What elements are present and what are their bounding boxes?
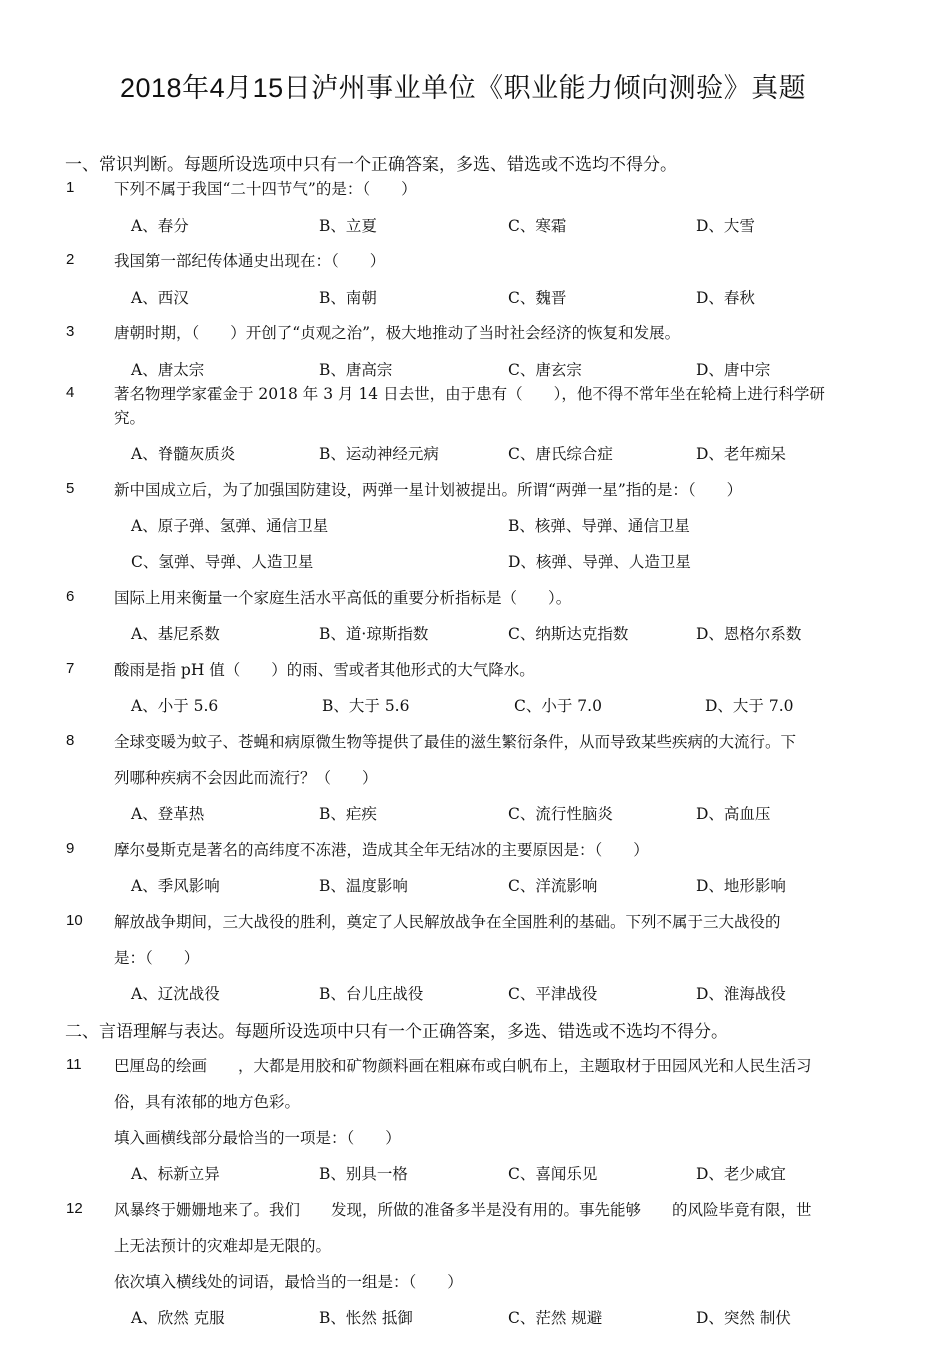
question-text: 巴厘岛的绘画 ，大都是用胶和矿物颜料画在粗麻布或白帆布上，主题取材于田园风光和人民生活习 bbox=[114, 1057, 812, 1075]
option-c: C、寒霜 bbox=[508, 217, 567, 235]
question-number: 12 bbox=[66, 1200, 83, 1217]
option-a: A、辽沈战役 bbox=[131, 985, 220, 1003]
option-b: B、疟疾 bbox=[319, 805, 377, 823]
option-a: A、脊髓灰质炎 bbox=[131, 445, 236, 463]
question-number: 5 bbox=[66, 480, 75, 497]
option-c: C、小于 7.0 bbox=[514, 697, 602, 715]
option-d: D、老年痴呆 bbox=[696, 445, 786, 463]
option-a: A、小于 5.6 bbox=[131, 697, 219, 715]
option-a: A、欣然 克服 bbox=[131, 1309, 225, 1327]
question-number: 2 bbox=[66, 251, 75, 268]
option-b: B、南朝 bbox=[319, 289, 377, 307]
question-number: 9 bbox=[66, 840, 75, 857]
question-text-continued: 俗，具有浓郁的地方色彩。 bbox=[114, 1093, 301, 1111]
question-text: 著名物理学家霍金于 2018 年 3 月 14 日去世，由于患有（ ），他不得不常年坐在轮椅上进行科学研 bbox=[114, 385, 825, 403]
question-text: 解放战争期间，三大战役的胜利，奠定了人民解放战争在全国胜利的基础。下列不属于三大战役的 bbox=[114, 913, 781, 931]
question-text: 唐朝时期，（ ）开创了“贞观之治”，极大地推动了当时社会经济的恢复和发展。 bbox=[114, 324, 681, 342]
question-text: 全球变暖为蚊子、苍蝇和病原微生物等提供了最佳的滋生繁衍条件，从而导致某些疾病的大流行。下 bbox=[114, 733, 797, 751]
option-d: D、淮海战役 bbox=[696, 985, 786, 1003]
option-c: C、茫然 规避 bbox=[508, 1309, 603, 1327]
option-b: B、别具一格 bbox=[319, 1165, 408, 1183]
option-d: D、地形影响 bbox=[696, 877, 786, 895]
question-number: 3 bbox=[66, 323, 75, 340]
option-d: D、恩格尔系数 bbox=[696, 625, 802, 643]
question-text-continued: 究。 bbox=[114, 409, 146, 427]
option-c: C、平津战役 bbox=[508, 985, 598, 1003]
option-b: B、核弹、导弹、通信卫星 bbox=[508, 517, 690, 535]
option-d: D、核弹、导弹、人造卫星 bbox=[508, 553, 691, 571]
question-number: 11 bbox=[66, 1056, 82, 1073]
option-b: B、怅然 抵御 bbox=[319, 1309, 413, 1327]
question-text: 新中国成立后，为了加强国防建设，两弹一星计划被提出。所谓“两弹一星”指的是：（ ） bbox=[114, 481, 743, 499]
option-a: A、季风影响 bbox=[131, 877, 220, 895]
option-b: B、台儿庄战役 bbox=[319, 985, 424, 1003]
option-c: C、洋流影响 bbox=[508, 877, 598, 895]
section-heading: 二、言语理解与表达。每题所设选项中只有一个正确答案，多选、错选或不选均不得分。 bbox=[65, 1022, 728, 1042]
question-prompt: 填入画横线部分最恰当的一项是：（ ） bbox=[114, 1129, 401, 1147]
option-c: C、纳斯达克指数 bbox=[508, 625, 629, 643]
option-a: A、唐太宗 bbox=[131, 361, 205, 379]
question-text-continued: 是：（ ） bbox=[114, 949, 200, 967]
option-d: D、高血压 bbox=[696, 805, 771, 823]
option-c: C、氢弹、导弹、人造卫星 bbox=[131, 553, 314, 571]
option-d: D、老少咸宜 bbox=[696, 1165, 786, 1183]
question-text-continued: 列哪种疾病不会因此而流行？（ ） bbox=[114, 769, 378, 787]
option-c: C、流行性脑炎 bbox=[508, 805, 613, 823]
option-d: D、大雪 bbox=[696, 217, 755, 235]
option-b: B、运动神经元病 bbox=[319, 445, 439, 463]
option-a: A、基尼系数 bbox=[131, 625, 220, 643]
question-number: 10 bbox=[66, 912, 83, 929]
option-a: A、春分 bbox=[131, 217, 189, 235]
question-text: 国际上用来衡量一个家庭生活水平高低的重要分析指标是（ ）。 bbox=[114, 589, 572, 607]
option-c: C、唐玄宗 bbox=[508, 361, 582, 379]
option-c: C、魏晋 bbox=[508, 289, 567, 307]
question-number: 4 bbox=[66, 384, 75, 401]
option-b: B、道·琼斯指数 bbox=[319, 625, 429, 643]
question-number: 8 bbox=[66, 732, 75, 749]
option-a: A、原子弹、氢弹、通信卫星 bbox=[131, 517, 329, 535]
question-text-continued: 上无法预计的灾难却是无限的。 bbox=[114, 1237, 332, 1255]
option-d: D、唐中宗 bbox=[696, 361, 771, 379]
option-a: A、西汉 bbox=[131, 289, 189, 307]
option-d: D、春秋 bbox=[696, 289, 755, 307]
question-number: 6 bbox=[66, 588, 75, 605]
question-number: 7 bbox=[66, 660, 75, 677]
option-c: C、唐氏综合症 bbox=[508, 445, 613, 463]
question-text: 摩尔曼斯克是著名的高纬度不冻港，造成其全年无结冰的主要原因是：（ ） bbox=[114, 841, 649, 859]
option-c: C、喜闻乐见 bbox=[508, 1165, 598, 1183]
page-title: 2018年4月15日泸州事业单位《职业能力倾向测验》真题 bbox=[120, 73, 807, 103]
option-d: D、大于 7.0 bbox=[705, 697, 794, 715]
question-text: 风暴终于姗姗地来了。我们 发现，所做的准备多半是没有用的。事先能够 的风险毕竟有限，世 bbox=[114, 1201, 812, 1219]
section-heading: 一、常识判断。每题所设选项中只有一个正确答案，多选、错选或不选均不得分。 bbox=[65, 155, 677, 175]
option-b: B、温度影响 bbox=[319, 877, 408, 895]
option-a: A、登革热 bbox=[131, 805, 205, 823]
option-b: B、大于 5.6 bbox=[322, 697, 410, 715]
question-text: 酸雨是指 pH 值（ ）的雨、雪或者其他形式的大气降水。 bbox=[114, 661, 535, 679]
option-b: B、唐高宗 bbox=[319, 361, 393, 379]
option-b: B、立夏 bbox=[319, 217, 377, 235]
question-text: 下列不属于我国“二十四节气”的是：（ ） bbox=[114, 180, 417, 198]
option-a: A、标新立异 bbox=[131, 1165, 220, 1183]
question-prompt: 依次填入横线处的词语，最恰当的一组是：（ ） bbox=[114, 1273, 463, 1291]
question-number: 1 bbox=[66, 179, 75, 196]
question-text: 我国第一部纪传体通史出现在：（ ） bbox=[114, 252, 386, 270]
option-d: D、突然 制伏 bbox=[696, 1309, 791, 1327]
